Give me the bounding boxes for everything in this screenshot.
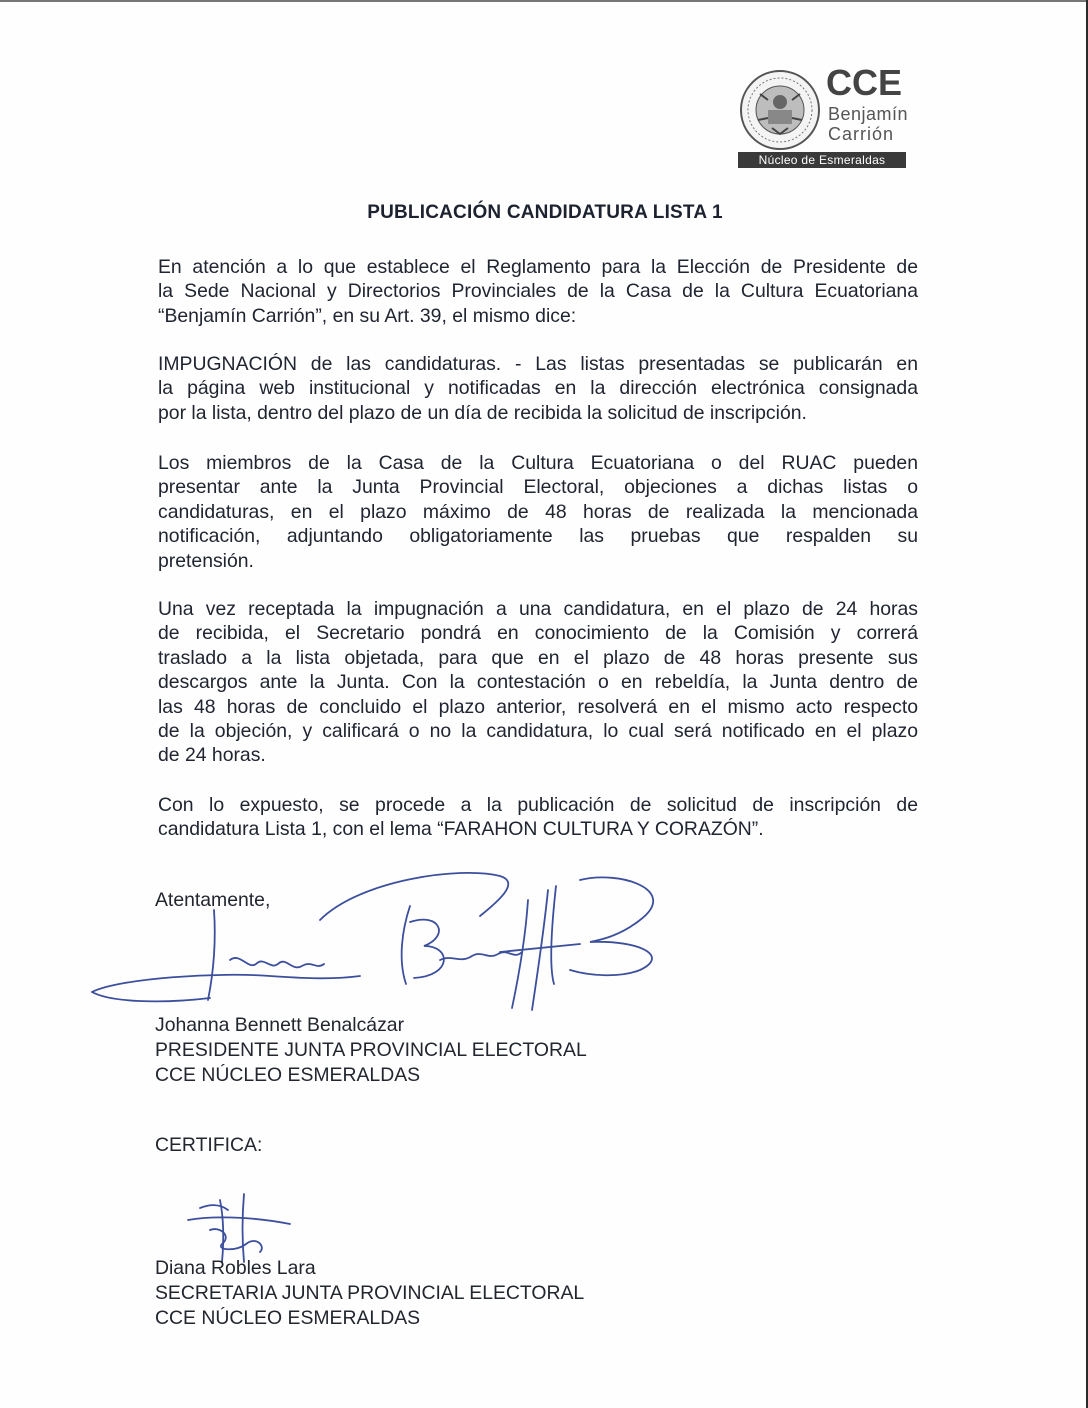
paragraph-conclusion [158, 793, 918, 842]
signer2-org: CCE NÚCLEO ESMERALDAS [155, 1307, 421, 1329]
scan-top-edge [0, 0, 1088, 2]
paragraph-intro [158, 255, 918, 328]
paragraph-line: descargos ante la Junta. Con la contestación o en rebeldía, la Junta dentro de [158, 671, 918, 694]
paragraph-line: En atención a lo que establece el Reglamento para la Elección de Presidente de [158, 256, 918, 278]
paragraph-line: candidatura Lista 1, con el lema “FARAHON CULTURA Y CORAZÓN”. [158, 818, 764, 841]
signature-president [80, 860, 680, 1030]
paragraph-line: por la lista, dentro del plazo de un día de recibida la solicitud de inscripción. [158, 401, 807, 424]
paragraph-line: de recibida, el Secretario pondrá en conocimiento de la Comisión y correrá [158, 622, 918, 645]
signer2-name: Diana Robles Lara [155, 1257, 316, 1279]
logo-line-2: Carrión [828, 124, 895, 144]
signer1-role: PRESIDENTE JUNTA PROVINCIAL ELECTORAL [155, 1039, 587, 1061]
paragraph-line: Una vez receptada la impugnación a una candidatura, en el plazo de 24 horas [158, 598, 918, 620]
cce-logo [738, 64, 910, 168]
paragraph-line: traslado a la lista objetada, para que en el plazo de 48 horas presente sus [158, 646, 918, 669]
cce-seal-icon [738, 68, 822, 152]
paragraph-line: la Sede Nacional y Directorios Provinciales de la Casa de la Cultura Ecuatoriana [158, 280, 918, 303]
signer1-name: Johanna Bennett Benalcázar [155, 1014, 405, 1036]
paragraph-line: las 48 horas de concluido el plazo anterior, resolverá en el mismo acto respecto [158, 695, 918, 718]
paragraph-impugnacion [158, 352, 918, 425]
document-title: PUBLICACIÓN CANDIDATURA LISTA 1 [367, 202, 723, 223]
paragraph-line: IMPUGNACIÓN de las candidaturas. - Las listas presentadas se publicarán en [158, 353, 918, 375]
paragraph-line: Con lo expuesto, se procede a la publicación de solicitud de inscripción de [158, 794, 918, 816]
closing-salutation: Atentamente, [155, 889, 271, 911]
paragraph-line: de 24 horas. [158, 744, 266, 767]
paragraph-line: Los miembros de la Casa de la Cultura Ecuatoriana o del RUAC pueden [158, 452, 918, 474]
logo-acronym: CCE [826, 62, 903, 103]
logo-banner: Núcleo de Esmeraldas [738, 152, 906, 168]
paragraph-line: de la objeción, y calificará o no la candidatura, lo cual será notificado en el plazo [158, 719, 918, 742]
paragraph-line: presentar ante la Junta Provincial Electoral, objeciones a dichas listas o [158, 476, 918, 499]
paragraph-line: “Benjamín Carrión”, en su Art. 39, el mismo dice: [158, 304, 577, 327]
paragraph-line: notificación, adjuntando obligatoriamente las pruebas que respalden su [158, 525, 918, 548]
logo-line-1: Benjamín [828, 104, 909, 124]
signer2-role: SECRETARIA JUNTA PROVINCIAL ELECTORAL [155, 1282, 585, 1304]
paragraph-line: la página web institucional y notificadas en la dirección electrónica consignada [158, 377, 918, 400]
paragraph-line: candidaturas, en el plazo máximo de 48 horas de realizada la mencionada [158, 500, 918, 523]
certifica-label: CERTIFICA: [155, 1134, 263, 1156]
signer1-org: CCE NÚCLEO ESMERALDAS [155, 1064, 421, 1086]
paragraph-line: pretensión. [158, 549, 254, 572]
paragraph-procedimiento [158, 597, 918, 768]
paragraph-objeciones [158, 451, 918, 573]
